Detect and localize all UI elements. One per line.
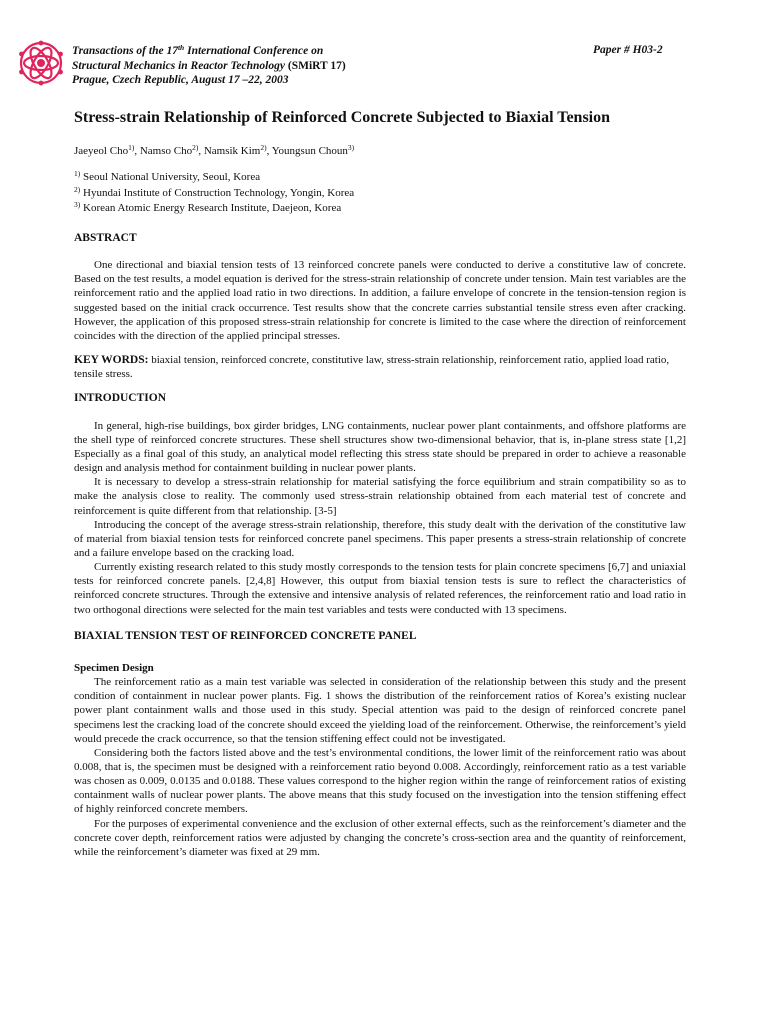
section-heading: BIAXIAL TENSION TEST OF REINFORCED CONCRETE PANEL (74, 629, 417, 642)
author-list (74, 144, 354, 158)
paper-title: Stress-strain Relationship of Reinforced Concrete Subjected to Biaxial Tension (74, 109, 611, 126)
keywords-text: biaxial tension, reinforced concrete, constitutive law, stress-strain relationship, reinforcement ratio, applied load ratio, tensile stress. (74, 354, 670, 381)
intro-paragraph: Introducing the concept of the average stress-strain relationship, therefore, this study dealt with the derivation of the constitutive law of material from biaxial tension tests for reinforced concrete panel specimens. This paper presents a stress-strain relationship of concrete and a failure envelope based on the cracking load. (74, 518, 686, 559)
keywords-label: KEY WORDS: (74, 354, 149, 367)
introduction-heading: INTRODUCTION (74, 392, 167, 405)
paper-body (74, 231, 686, 859)
smirt-atom-logo-icon (18, 40, 64, 86)
header-line-1: Transactions of the 17th International Conference on (72, 43, 324, 57)
abstract-heading: ABSTRACT (74, 232, 137, 244)
header-line-2: Structural Mechanics in Reactor Technology (SMiRT 17) (72, 59, 346, 72)
affiliation-list (74, 170, 354, 217)
paper-number: Paper # H03-2 (593, 44, 663, 56)
section-paragraph: Considering both the factors listed above and the test’s environmental conditions, the lower limit of the reinforcement ratio was about 0.008, that is, the specimen must be designed with a reinforcement ratio beyond 0.008. Accordingly, reinforcement ratio as a test variable was chosen as 0.009, 0.0135 and 0.0188. These values correspond to the higher region within the range of reinforcement ratios of existing containment walls of nuclear power plants. The above means that this study focused on the investigation into the tension stiffening effect of highly reinforced concrete members. (74, 746, 686, 816)
author: Namsik Kim$^{2)}$, (203, 143, 272, 157)
section-paragraph: For the purposes of experimental convenience and the exclusion of other external effects, such as the reinforcement’s diameter and the concrete cover depth, reinforcement ratios were adjusted by changing the concrete’s cross-section area and the quantity of reinforcement, while the reinforcement’s diameter was fixed at 29 mm. (74, 817, 686, 858)
affiliation: $^{2)}$ Hyundai Institute of Construction Technology, Yongin, Korea (74, 184, 355, 199)
keywords (74, 353, 686, 381)
affiliation: $^{1)}$ Seoul National University, Seoul, Korea (74, 169, 261, 183)
subsection-heading: Specimen Design (74, 661, 154, 674)
section-paragraph: The reinforcement ratio as a main test variable was selected in consideration of the relationship between this study and the present condition of containment in nuclear power plants. Fig. 1 shows the distribution of the reinforcement ratios of Korea’s existing nuclear power plant containment walls and those used in this study. Special attention was paid to the design of reinforced concrete panel specimens lest the cracking load of the concrete should exceed the yielding load of the reinforcement. Otherwise, the reinforcement’s yield would precede the crack occurrence, so that the tension stiffening effect could not be investigated. (74, 676, 686, 745)
header-line-3: Prague, Czech Republic, August 17 –22, 2003 (72, 74, 289, 86)
affiliation: $^{3)}$ Korean Atomic Energy Research Institute, Daejeon, Korea (74, 200, 342, 214)
intro-paragraph: It is necessary to develop a stress-strain relationship for material satisfying the force equilibrium and strain compatibility so as to make the analysis close to reality. The commonly used stress-strain relationship obtained from each material test of concrete and reinforcement is quite different from that relationship. [3-5] (74, 476, 686, 517)
conference-header (72, 44, 612, 88)
abstract-text: One directional and biaxial tension tests of 13 reinforced concrete panels were conducted to derive a constitutive law of concrete. Based on the test results, a model equation is derived for the stress-strain relationship of concrete under tension. Main test variables are the reinforcement ratio and the applied load ratio in two directions. In addition, a failure envelope of concrete in the tension-tension region is suggested based on the initial crack occurrence. Test results show that the concrete carries substantial tensile stress even after cracking. However, the application of this proposed stress-strain relationship for concrete is limited to the case where the direction of reinforcement coincides with the direction of the applied principal stresses. (74, 259, 686, 342)
author: Jaeyeol Cho$^{1)}$, (74, 143, 140, 157)
author: Namso Cho$^{2)}$, (139, 143, 204, 157)
intro-paragraph: Currently existing research related to this study mostly corresponds to the tension tests for plain concrete specimens [6,7] and uniaxial tests for reinforced concrete panels. [2,4,8] However, this output from biaxial tension tests is sure to reflect the characteristics of reinforced concrete structures. Through the extensive and intensive analysis of related references, the reinforcement ratio and load ratio in two orthogonal directions were selected for the main test variables and tests were conducted with 13 specimens. (74, 561, 686, 616)
intro-paragraph: In general, high-rise buildings, box girder bridges, LNG containments, nuclear power plant containments, and offshore platforms are the shell type of reinforced concrete structures. These shell structures show two-dimensional behavior, that is, in-plane stress state [1,2] Especially as a final goal of this study, an analytical model reflecting this stress state should be prepared in order to achieve a reasonable design and analysis method for containment building in nuclear power plants. (74, 419, 686, 475)
author: Youngsun Choun$^{3)}$ (271, 143, 355, 157)
